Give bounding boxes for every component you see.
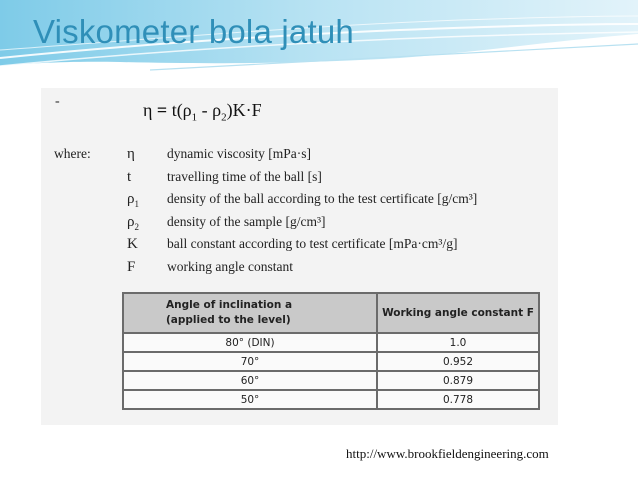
header-angle-line2: (applied to the level): [166, 314, 291, 326]
formula-sub2: 2: [221, 111, 227, 124]
scan-mark: -: [55, 94, 60, 109]
angle-cell: 60°: [123, 371, 377, 390]
angle-cell: 70°: [123, 352, 377, 371]
formula-suffix: )K·F: [226, 100, 262, 120]
header-constant: Working angle constant F: [377, 293, 539, 333]
definition-description: travelling time of the ball [s]: [167, 168, 322, 184]
table-row: [123, 352, 539, 371]
definition-description: dynamic viscosity [mPa·s]: [167, 146, 311, 161]
table-row: [123, 333, 539, 352]
table-row: [123, 371, 539, 390]
table-header-row: [123, 293, 539, 333]
formula-rhs-prefix: t(ρ: [171, 100, 192, 120]
constant-cell: 0.879: [377, 371, 539, 390]
definition-symbol: F: [127, 258, 136, 275]
definition-description: working angle constant: [167, 258, 293, 274]
formula-symbol: η: [143, 100, 153, 120]
table-row: [123, 390, 539, 409]
constant-cell: 0.778: [377, 390, 539, 409]
formula-rhs: [171, 100, 262, 124]
where-label: where:: [54, 146, 91, 161]
header-angle: [123, 293, 377, 333]
definition-symbol: $\rho_1$: [127, 191, 139, 210]
slide-title: Viskometer bola jatuh: [33, 13, 354, 50]
definition-description: ball constant according to test certificate [mPa·cm³/g]: [167, 236, 458, 252]
definition-description: density of the ball according to the test certificate [g/cm³]: [167, 191, 478, 207]
definition-symbol: η: [127, 146, 135, 162]
definition-symbol: t: [127, 168, 132, 185]
angle-cell: 80° (DIN): [123, 333, 377, 352]
definition-symbol: $\rho_2$: [127, 213, 139, 232]
constant-cell: 1.0: [377, 333, 539, 352]
definition-symbol: K: [127, 236, 138, 253]
angle-cell: 50°: [123, 390, 377, 409]
definition-description: density of the sample [g/cm³]: [167, 213, 326, 229]
formula-minus: - ρ: [197, 100, 222, 120]
source-url: http://www.brookfieldengineering.com: [346, 446, 549, 461]
formula-equals: =: [156, 100, 172, 120]
working-angle-table: [122, 292, 540, 410]
viscosity-formula: [143, 100, 262, 124]
formula-sub1: 1: [191, 111, 198, 124]
header-angle-line1: Angle of inclination a: [166, 299, 293, 311]
constant-cell: 0.952: [377, 352, 539, 371]
